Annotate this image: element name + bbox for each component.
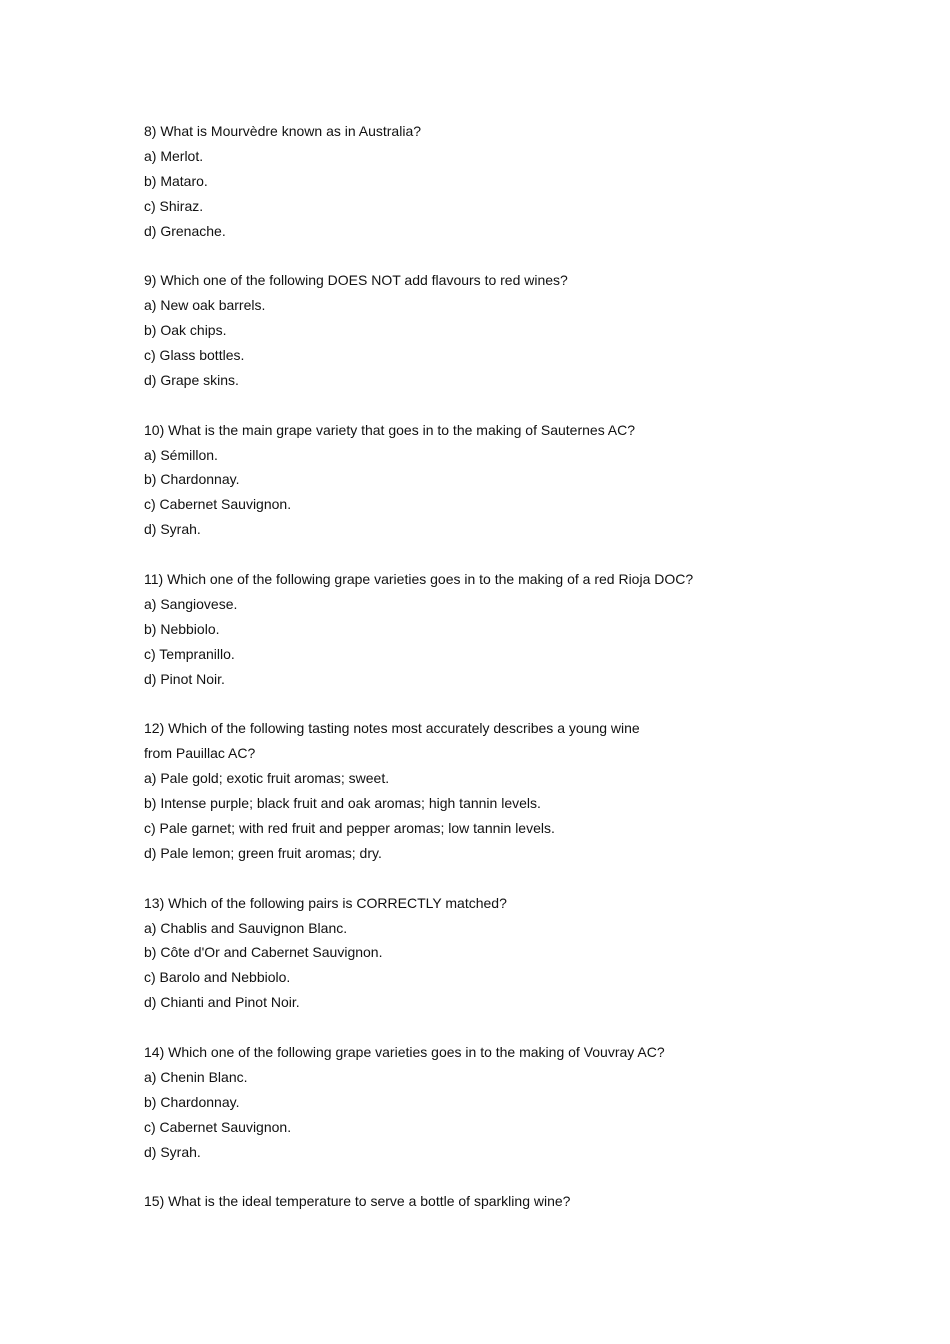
question-9 — [144, 268, 864, 392]
question-text: 12) Which of the following tasting notes most accurately describes a young wine — [144, 720, 640, 737]
option-b: b) Chardonnay. — [144, 1093, 240, 1110]
option-a: a) Chablis and Sauvignon Blanc. — [144, 919, 348, 936]
option-d: d) Grenache. — [144, 222, 226, 239]
question-text: 11) Which one of the following grape varieties goes in to the making of a red Rioja DOC? — [144, 571, 694, 588]
option-a: a) Pale gold; exotic fruit aromas; sweet. — [144, 770, 390, 787]
option-c: c) Tempranillo. — [144, 645, 235, 662]
question-15 — [144, 1189, 864, 1214]
option-d: d) Syrah. — [144, 1143, 201, 1160]
option-c: c) Glass bottles. — [144, 347, 245, 364]
option-c: c) Pale garnet; with red fruit and pepper aromas; low tannin levels. — [144, 819, 555, 836]
option-d: d) Pinot Noir. — [144, 670, 225, 687]
option-d: d) Grape skins. — [144, 371, 239, 388]
option-c: c) Barolo and Nebbiolo. — [144, 969, 291, 986]
question-text: 9) Which one of the following DOES NOT add flavours to red wines? — [144, 272, 568, 289]
question-10 — [144, 418, 864, 542]
question-8 — [144, 119, 864, 243]
question-text: 10) What is the main grape variety that goes in to the making of Sauternes AC? — [144, 421, 636, 438]
option-b: b) Chardonnay. — [144, 471, 240, 488]
option-d: d) Syrah. — [144, 521, 201, 538]
option-b: b) Oak chips. — [144, 322, 227, 339]
question-text: 13) Which of the following pairs is CORRECTLY matched? — [144, 894, 507, 911]
question-14 — [144, 1040, 864, 1164]
quiz-page — [144, 119, 864, 1239]
question-text: 15) What is the ideal temperature to serve a bottle of sparkling wine? — [144, 1193, 571, 1210]
option-b: b) Côte d'Or and Cabernet Sauvignon. — [144, 944, 383, 961]
option-c: c) Cabernet Sauvignon. — [144, 496, 292, 513]
option-a: a) New oak barrels. — [144, 297, 266, 314]
question-13 — [144, 891, 864, 1015]
option-a: a) Sémillon. — [144, 446, 218, 463]
question-11 — [144, 567, 864, 691]
option-a: a) Merlot. — [144, 147, 204, 164]
question-12 — [144, 716, 864, 865]
option-a: a) Sangiovese. — [144, 595, 238, 612]
option-d: d) Pale lemon; green fruit aromas; dry. — [144, 844, 382, 861]
option-c: c) Shiraz. — [144, 197, 204, 214]
question-text: 8) What is Mourvèdre known as in Australia? — [144, 123, 422, 139]
question-text-continued: from Pauillac AC? — [144, 745, 256, 762]
option-d: d) Chianti and Pinot Noir. — [144, 994, 300, 1011]
option-b: b) Mataro. — [144, 172, 208, 189]
option-b: b) Intense purple; black fruit and oak aromas; high tannin levels. — [144, 795, 541, 812]
option-a: a) Chenin Blanc. — [144, 1068, 248, 1085]
option-c: c) Cabernet Sauvignon. — [144, 1118, 292, 1135]
question-text: 14) Which one of the following grape varieties goes in to the making of Vouvray AC? — [144, 1043, 665, 1060]
option-b: b) Nebbiolo. — [144, 620, 220, 637]
